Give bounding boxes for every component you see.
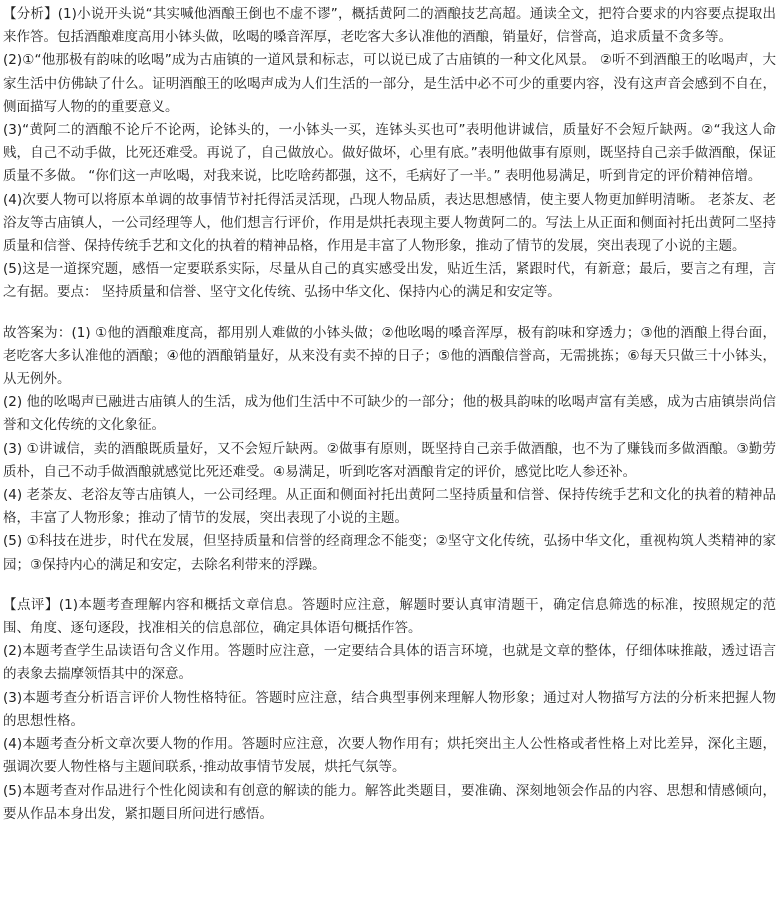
analysis-paragraph-3: (3)“黄阿二的酒酿不论斤不论两，论钵头的，一小钵头一买，连钵头买也可”表明他讲诚信，质量好不会短斤缺两。②“我这人命贱，自己不动手做，比死还难受。再说了，自己做放心。做好做坏，心里有底。”表明他做事有原则，既坚持自己亲手做酒酿，保证质量不多做。 “你们这一声吆喝，对我来说，比吃啥药都强，这不，毛病好了一半。” 表明他易满足，听到肯定的评价精神倍增。 — [3, 122, 776, 185]
answer-paragraph-1: 故答案为：(1) ①他的酒酿难度高，都用别人难做的小钵头做；②他吆喝的嗓音浑厚，极有韵味和穿透力；③他的酒酿上得台面，老吃客大多认准他的酒酿；④他的酒酿销量好，从来没有卖不掉的日子；⑤他的酒酿信誉高，无需挑拣；⑥每天只做三十小钵头，从无例外。 — [3, 324, 776, 388]
analysis-paragraph-2: (2)①“他那极有韵味的吆喝”成为古庙镇的一道风景和标志，可以说已成了古庙镇的一种文化风景。 ②听不到酒酿王的吆喝声，大家生活中仿佛缺了什么。证明酒酿王的吆喝声成为人们生活的一部分，是生活中必不可少的重要内容，没有这声音会感到不自在，侧面描写人物的的重要意义。 — [3, 52, 776, 115]
comment-paragraph-4: (4)本题考查分析文章次要人物的作用。答题时应注意，次要人物作用有；烘托突出主人公性格或者性格上对比差异，深化主题，强调次要人物性格与主题间联系，·推动故事情节发展，烘托气氛等。 — [3, 736, 776, 776]
comment-paragraph-2: (2)本题考查学生品读语句含义作用。答题时应注意，一定要结合具体的语言环境，也就是文章的整体，仔细体味推敲，透过语言的表象去揣摩领悟其中的深意。 — [3, 643, 776, 683]
analysis-section — [3, 3, 776, 305]
analysis-paragraph-1: 【分析】(1)小说开头说“其实喊他酒酿王倒也不虚不谬”，概括黄阿二的酒酿技艺高超。通读全文，把符合要求的内容要点提取出来作答。包括酒酿难度高用小钵头做，吆喝的嗓音浑厚，老吃客大多认准他的酒酿，销量好，信誉高，追求质量不贪多等。 — [3, 6, 776, 46]
analysis-paragraph-4: (4)次要人物可以将原本单调的故事情节衬托得活灵活现，凸现人物品质，表达思想感情，使主要人物更加鲜明清晰。 老茶友、老浴友等古庙镇人，一公司经理等人，他们想言行评价，作用是烘托表现主要人物黄阿二的。写法上从正面和侧面衬托出黄阿二坚持质量和信誉、保持传统手艺和文化的执着的精神品格，作用是丰富了人物形象，推动了情节的发展，突出表现了小说的主题。 — [3, 191, 776, 255]
analysis-paragraph-5: (5)这是一道探究题，感悟一定要联系实际，尽量从自己的真实感受出发，贴近生活，紧跟时代，有新意；最后，要言之有理，言之有据。要点： 坚持质量和信誉、坚守文化传统、弘扬中华文化、保持内心的满足和安定等。 — [3, 261, 776, 301]
comment-paragraph-5: (5)本题考查对作品进行个性化阅读和有创意的解读的能力。解答此类题目，要准确、深刻地领会作品的内容、思想和情感倾向，要从作品本身出发，紧扣题目所问进行感悟。 — [3, 782, 776, 822]
answer-paragraph-5: (5) ①科技在进步，时代在发展，但坚持质量和信誉的经商理念不能变；②坚守文化传统，弘扬中华文化，重视构筑人类精神的家园；③保持内心的满足和安定，去除名利带来的浮躁。 — [3, 533, 776, 573]
comment-section — [3, 594, 776, 826]
answer-paragraph-3: (3) ①讲诚信，卖的酒酿既质量好，又不会短斤缺两。②做事有原则，既坚持自己亲手做酒酿，也不为了赚钱而多做酒酿。③勤劳质朴，自己不动手做酒酿就感觉比死还难受。④易满足，听到吃客对酒酿肯定的评价，感觉比吃人参还补。 — [3, 440, 776, 480]
comment-paragraph-1: 【点评】(1)本题考查理解内容和概括文章信息。答题时应注意，解题时要认真审清题干，确定信息筛选的标准，按照规定的范围、角度、逐句逐段，找准相关的信息部位，确定具体语句概括作答。 — [3, 596, 776, 637]
answer-section — [3, 322, 776, 577]
section-spacer — [3, 305, 776, 322]
section-spacer — [3, 577, 776, 594]
answer-paragraph-4: (4) 老茶友、老浴友等古庙镇人，一公司经理。从正面和侧面衬托出黄阿二坚持质量和信誉、保持传统手艺和文化的执着的精神品格，丰富了人物形象；推动了情节的发展，突出表现了小说的主题。 — [3, 487, 776, 527]
answer-paragraph-2: (2) 他的吆喝声已融进古庙镇人的生活，成为他们生活中不可缺少的一部分；他的极具韵味的吆喝声富有美感，成为古庙镇崇尚信誉和文化传统的文化象征。 — [3, 394, 776, 434]
comment-paragraph-3: (3)本题考查分析语言评价人物性格特征。答题时应注意，结合典型事例来理解人物形象；通过对人物描写方法的分析来把握人物的思想性格。 — [3, 689, 776, 729]
